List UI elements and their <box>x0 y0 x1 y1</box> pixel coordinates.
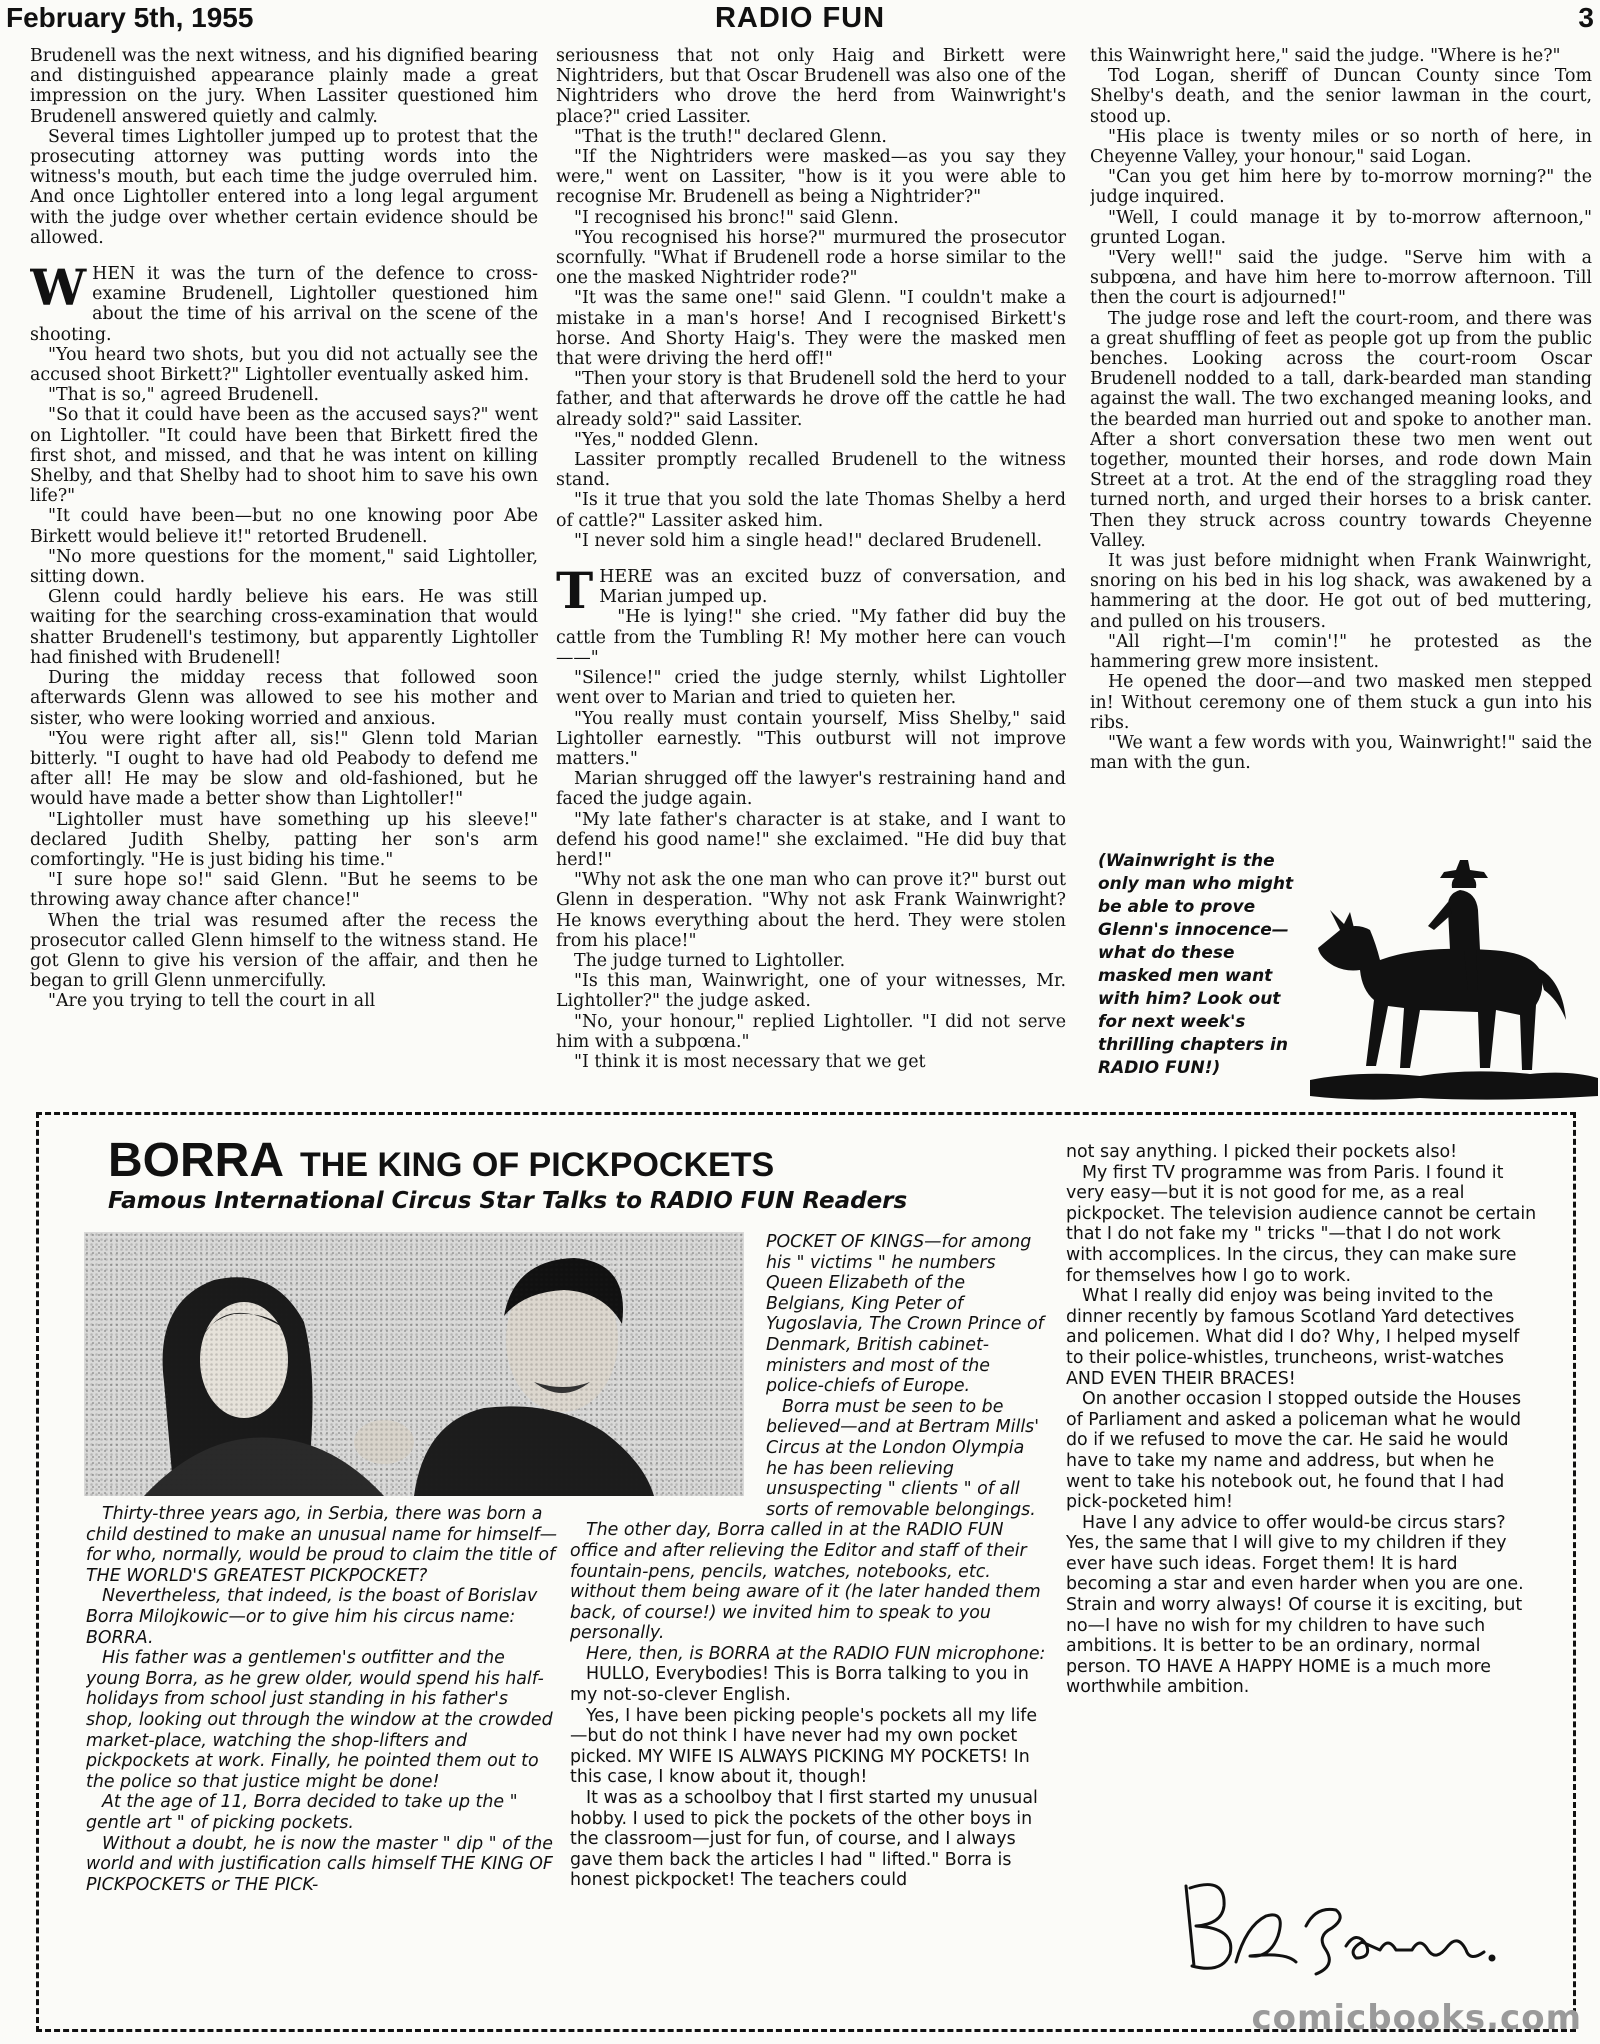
borra-headline-rest: THE KING OF PICKPOCKETS <box>300 1146 775 1184</box>
paragraph: "Well, I could manage it by to-morrow afternoon," grunted Logan. <box>1090 207 1592 248</box>
paragraph: Have I any advice to offer would-be circus stars? Yes, the same that I will give to my children if they ever have such ideas. Forget them! It is hard becoming a star and even harder when you are one. Strain and worry always! Of course it is exciting, but no—I have no wish for my children to have such ambitions. It is better to be an ordinary, normal person. TO HAVE A HAPPY HOME is a much more worthwhile ambition. <box>1066 1512 1524 1698</box>
borra-column-2 <box>570 1232 1046 2004</box>
borra-headline <box>108 1133 774 1188</box>
paragraph: At the age of 11, Borra decided to take up the " gentle art " of picking pockets. <box>86 1792 518 1833</box>
paragraph: seriousness that not only Haig and Birkett were Nightriders, but that Oscar Brudenell was also one of the Nightriders who drove the herd from Wainwright's place?" cried Lassiter. <box>556 46 1066 127</box>
paragraph: "That is the truth!" declared Glenn. <box>574 126 887 147</box>
paragraph: His father was a gentlemen's outfitter and the young Borra, as he grew older, would spend his half-holidays from school just standing in his father's shop, looking out through the window at the crowded market-place, watching the shop-lifters and pickpockets at work. Finally, he pointed them out to the police so that justice might be done! <box>86 1648 553 1792</box>
paragraph: "We want a few words with you, Wainwright!" said the man with the gun. <box>1090 732 1592 774</box>
paragraph: The other day, Borra called in at the RADIO FUN office and after relieving the Editor and staff of their fountain-pens, pencils, watches, notebooks, etc. without them being aware of it (he later handed them back, of course!) we invited him to speak to you personally. <box>570 1520 1041 1644</box>
paragraph: "Then your story is that Brudenell sold the herd to your father, and that afterwards he drove off the cattle he had already sold?" said Lassiter. <box>556 369 1066 430</box>
paragraph: During the midday recess that followed soon afterwards Glenn was allowed to see his mother and sister, who were looking worried and anxious. <box>30 668 538 729</box>
paragraph: "I never sold him a single head!" declared Brudenell. <box>574 530 1043 551</box>
paragraph: "I sure hope so!" said Glenn. "But he seems to be throwing away chance after chance!" <box>30 870 538 911</box>
paragraph: My first TV programme was from Paris. I found it very easy—but it is not good for me, as a real pickpocket. The television audience cannot be certain that I do not fake my " tricks "—that I do not work with accomplices. In the circus, they can make sure for themselves how I go to work. <box>1066 1162 1537 1286</box>
paragraph: He opened the door—and two masked men stepped in! Without ceremony one of them stuck a gun into his ribs. <box>1090 672 1592 733</box>
borra-headline-name: BORRA <box>108 1134 284 1187</box>
paragraph: "My late father's character is at stake, and I want to defend his good name!" she exclaimed. "He did buy that herd!" <box>556 809 1066 870</box>
site-watermark: comicbooks.com <box>1251 1998 1582 2038</box>
drop-cap: T <box>556 561 594 621</box>
magazine-title: RADIO FUN <box>714 2 886 34</box>
paragraph: It was just before midnight when Frank Wainwright, snoring on his bed in his log shack, was awakened by a hammering at the door. He got out of bed muttering, and pulled on his trousers. <box>1090 551 1592 632</box>
drop-cap: W <box>30 258 87 318</box>
cowboy-on-horse-silhouette <box>1300 840 1600 1105</box>
paragraph: Brudenell was the next witness, and his dignified bearing and distinguished appearance plainly made a great impression on the jury. When Lassiter questioned him Brudenell answered quietly and calmly. <box>30 46 538 127</box>
paragraph: Thirty-three years ago, in Serbia, there was born a child destined to make an unusual name for himself—for who, normally, would be proud to claim the title of THE WORLD'S GREATEST PICKPOCKET? <box>86 1504 557 1586</box>
paragraph: "So that it could have been as the accused says?" went on Lightoller. "It could have been that Birkett fired the first shot, and missed, and that he was intent on killing Shelby, and that Shelby had to shoot him to save his own life?" <box>30 405 538 507</box>
paragraph: "You heard two shots, but you did not actually see the accused shoot Birkett?" Lightoller eventually asked him. <box>30 344 538 386</box>
paragraph: "You recognised his horse?" murmured the prosecutor scornfully. "What if Brudenell rode a horse similar to the one the masked Nightrider rode?" <box>556 227 1066 289</box>
paragraph: "I recognised his bronc!" said Glenn. <box>574 207 899 228</box>
paragraph: POCKET OF KINGS—for among his " victims " he numbers Queen Elizabeth of the Belgians, King Peter of Yugoslavia, The Crown Prince of Denmark, British cabinet-ministers and most of the police-chiefs of Europe. <box>766 1232 1044 1397</box>
borra-subtitle: Famous International Circus Star Talks to RADIO FUN Readers <box>108 1188 908 1214</box>
paragraph: "It was the same one!" said Glenn. "I couldn't make a mistake in a man's horse! And I recognised Birkett's horse. And Shorty Haig's. They were the masked men that were driving the herd off!" <box>556 288 1066 370</box>
paragraph: When the trial was resumed after the recess the prosecutor called Glenn himself to the witness stand. He got Glenn to give his version of the affair, and then he began to grill Glenn unmercifully. <box>30 910 538 992</box>
paragraph: "Is it true that you sold the late Thomas Shelby a herd of cattle?" Lassiter asked him. <box>556 490 1066 531</box>
paragraph: "You were right after all, sis!" Glenn told Marian bitterly. "I ought to have had old Peabody to defend me after all! He may be slow and old-fashioned, but he would have made a better show than Lightoller!" <box>30 728 538 810</box>
issue-date: February 5th, 1955 <box>6 2 254 33</box>
paragraph: Here, then, is BORRA at the RADIO FUN microphone: <box>586 1643 1046 1664</box>
paragraph: "You really must contain yourself, Miss Shelby," said Lightoller earnestly. "This outburst will not improve matters." <box>556 708 1066 769</box>
paragraph: "Why not ask the one man who can prove it?" burst out Glenn in desperation. "Why not ask Frank Wainwright? He knows everything about the herd. They were stolen from his place!" <box>556 870 1066 951</box>
borra-signature <box>1166 1866 1506 1986</box>
paragraph: "I think it is most necessary that we get <box>574 1051 926 1072</box>
paragraph: On another occasion I stopped outside the Houses of Parliament and asked a policeman what he would do if we refused to move the car. He said he would have to take my name and address, but when he went to take his notebook out, he found that I had pick-pocketed him! <box>1066 1389 1522 1513</box>
photo-caption <box>766 1232 1046 1520</box>
next-week-caption: (Wainwright is the only man who might be able to prove Glenn's innocence—what do these masked men want with him? Look out for next week's thrilling chapters in RADIO FUN!) <box>1098 851 1294 1078</box>
story-column-1 <box>30 46 538 1088</box>
paragraph: "No more questions for the moment," said Lightoller, sitting down. <box>30 546 538 588</box>
page-number: 3 <box>1578 2 1594 33</box>
paragraph: "Very well!" said the judge. "Serve him with a subpœna, and have him here to-morrow afternoon. Till then the court is adjourned!" <box>1090 248 1592 309</box>
paragraph-dropcap: WHEN it was the turn of the defence to cross-examine Brudenell, Lightoller questioned him about the time of his arrival on the scene of the shooting. <box>30 258 538 345</box>
paragraph: "Is this man, Wainwright, one of your witnesses, Mr. Lightoller?" the judge asked. <box>556 971 1066 1012</box>
paragraph: "Lightoller must have something up his sleeve!" declared Judith Shelby, patting her son's arm comfortingly. "He is just biding his time." <box>30 809 538 870</box>
paragraph: "Are you trying to tell the court in all <box>48 991 376 1012</box>
story-column-3 <box>1090 46 1592 836</box>
paragraph: HULLO, Everybodies! This is Borra talking to you in my not-so-clever English. <box>570 1664 1029 1706</box>
paragraph: What I really did enjoy was being invited to the dinner recently by famous Scotland Yard detectives and policemen. What did I do? Why, I helped myself to their police-whistles, truncheons, wrist-watches AND EVEN THEIR BRACES! <box>1066 1286 1520 1389</box>
paragraph: Several times Lightoller jumped up to protest that the prosecuting attorney was putting words into the witness's mouth, but each time the judge overruled him. And once Lightoller entered into a long legal argument with the judge over whether certain evidence should be allowed. <box>30 126 538 248</box>
paragraph: this Wainwright here," said the judge. "Where is he?" <box>1090 46 1561 66</box>
paragraph: Nevertheless, that indeed, is the boast of Borislav Borra Milojkowic—or to give him his circus name: BORRA. <box>86 1586 538 1648</box>
paragraph: "That is so," agreed Brudenell. <box>48 385 320 406</box>
paragraph: It was as a schoolboy that I first started my unusual hobby. I used to pick the pockets of the other boys in the classroom—just for fun, of course, and I always gave them back the articles I had " lifted." Borra is honest pickpocket! The teachers could <box>570 1788 1038 1891</box>
paragraph: The judge turned to Lightoller. <box>574 950 846 971</box>
paragraph: Marian shrugged off the lawyer's restraining hand and faced the judge again. <box>556 769 1066 810</box>
paragraph: "He is lying!" she cried. "My father did buy the cattle from the Tumbling R! My mother here can vouch——" <box>556 607 1066 668</box>
paragraph: "Can you get him here by to-morrow morning?" the judge inquired. <box>1090 167 1592 208</box>
paragraph: Borra must be seen to be believed—and at Bertram Mills' Circus at the London Olympia he has been relieving unsuspecting " clients " of all sorts of removable belongings. <box>766 1396 1039 1520</box>
story-column-2 <box>556 46 1066 1088</box>
paragraph: Tod Logan, sheriff of Duncan County since Tom Shelby's death, and the senior lawman in the court, stood up. <box>1090 66 1592 127</box>
paragraph: "It could have been—but no one knowing poor Abe Birkett would believe it!" retorted Brudenell. <box>30 506 538 547</box>
paragraph: Yes, I have been picking people's pockets all my life—but do not think I have never had my own pocket picked. MY WIFE IS ALWAYS PICKING MY POCKETS! In this case, I know about it, though! <box>570 1705 1038 1788</box>
paragraph: not say anything. I picked their pockets also! <box>1066 1142 1458 1162</box>
paragraph: "No, your honour," replied Lightoller. "I did not serve him with a subpœna." <box>556 1011 1066 1052</box>
borra-column-3 <box>1066 1142 1542 1872</box>
paragraph: "Yes," nodded Glenn. <box>574 429 759 450</box>
paragraph: "All right—I'm comin'!" he protested as the hammering grew more insistent. <box>1090 631 1592 673</box>
paragraph: Without a doubt, he is now the master " dip " of the world and with justification calls himself THE KING OF PICKPOCKETS or THE PICK- <box>86 1833 554 1895</box>
paragraph: "If the Nightriders were masked—as you say they were," went on Lassiter, "how is it you were able to recognise Mr. Brudenell as being a Nightrider?" <box>556 147 1066 208</box>
paragraph: "Silence!" cried the judge sternly, whilst Lightoller went over to Marian and tried to quieten her. <box>556 668 1066 709</box>
paragraph: Glenn could hardly believe his ears. He was still waiting for the searching cross-examination that would shatter Brudenell's testimony, but apparently Lightoller had finished with Brudenell! <box>30 587 538 668</box>
paragraph-dropcap: THERE was an excited buzz of conversation, and Marian jumped up. <box>556 561 1066 621</box>
paragraph: "His place is twenty miles or so north of here, in Cheyenne Valley, your honour," said Logan. <box>1090 126 1592 168</box>
borra-column-1 <box>86 1504 558 2000</box>
paragraph: The judge rose and left the court-room, and there was a great shuffling of feet as people got up from the public benches. Looking across the court-room Oscar Brudenell nodded to a tall, dark-bearded man standing against the wall. The two exchanged meaning looks, and the bearded man hurried out and spoke to another man. After a short conversation these two men went out together, mounted their horses, and rode down Main Street at a trot. At the end of the straggling road they turned north, and urged their horses to a brisk canter. Then they struck across country towards Cheyenne Valley. <box>1090 308 1592 551</box>
paragraph: Lassiter promptly recalled Brudenell to the witness stand. <box>556 450 1066 491</box>
